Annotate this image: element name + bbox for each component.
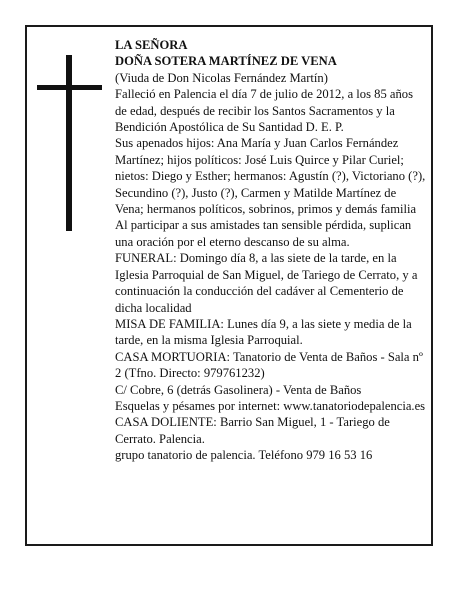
request-paragraph: Al participar a sus amistades tan sensible pérdida, suplican una oración por el eterno descanso de su alma. [115, 218, 412, 249]
mourning-house-paragraph: CASA DOLIENTE: Barrio San Miguel, 1 - Tariego de Cerrato. Palencia. [115, 415, 390, 446]
footer-paragraph: grupo tanatorio de palencia. Teléfono 979 16 53 16 [115, 448, 373, 463]
funeral-home-paragraph: CASA MORTUORIA: Tanatorio de Venta de Baños - Sala nº 2 (Tfno. Directo: 979761232) [115, 349, 423, 381]
deceased-name: DOÑA SOTERA MARTÍNEZ DE VENA [115, 54, 337, 69]
cross-vertical-bar [66, 55, 72, 231]
cross-icon [37, 55, 102, 231]
death-paragraph: Falleció en Palencia el día 7 de julio de 2012, a los 85 años de edad, después de recibir los Santos Sacramentos y la Bendición Apostólica de Su Santidad D. E. P. [115, 87, 413, 135]
title-line: LA SEÑORA [115, 38, 188, 52]
mass-paragraph: MISA DE FAMILIA: Lunes día 9, a las siete y media de la tarde, en la misma Iglesia Parroquial. [115, 316, 412, 348]
funeral-paragraph: FUNERAL: Domingo día 8, a las siete de la tarde, en la Iglesia Parroquial de San Miguel, de Tariego de Cerrato, y a continuación la conducción del cadáver al Cementerio de dicha localidad [115, 251, 418, 315]
widow-line: (Viuda de Don Nicolas Fernández Martín) [115, 70, 328, 85]
online-paragraph: Esquelas y pésames por internet: www.tanatoriodepalencia.es [115, 398, 426, 413]
cross-horizontal-bar [37, 85, 102, 90]
obituary-text [115, 37, 427, 464]
family-paragraph: Sus apenados hijos: Ana María y Juan Carlos Fernández Martínez; hijos políticos: José Luis Quirce y Pilar Curiel; nietos: Diego y Esther; hermanos: Agustín (?), Victoriano (?), Secundino (?), Justo (?), Carmen y Matilde Martínez de Vena; hermanos políticos, sobrinos, primos y demás familia [115, 136, 426, 217]
address-paragraph: C/ Cobre, 6 (detrás Gasolinera) - Venta de Baños [115, 382, 362, 397]
